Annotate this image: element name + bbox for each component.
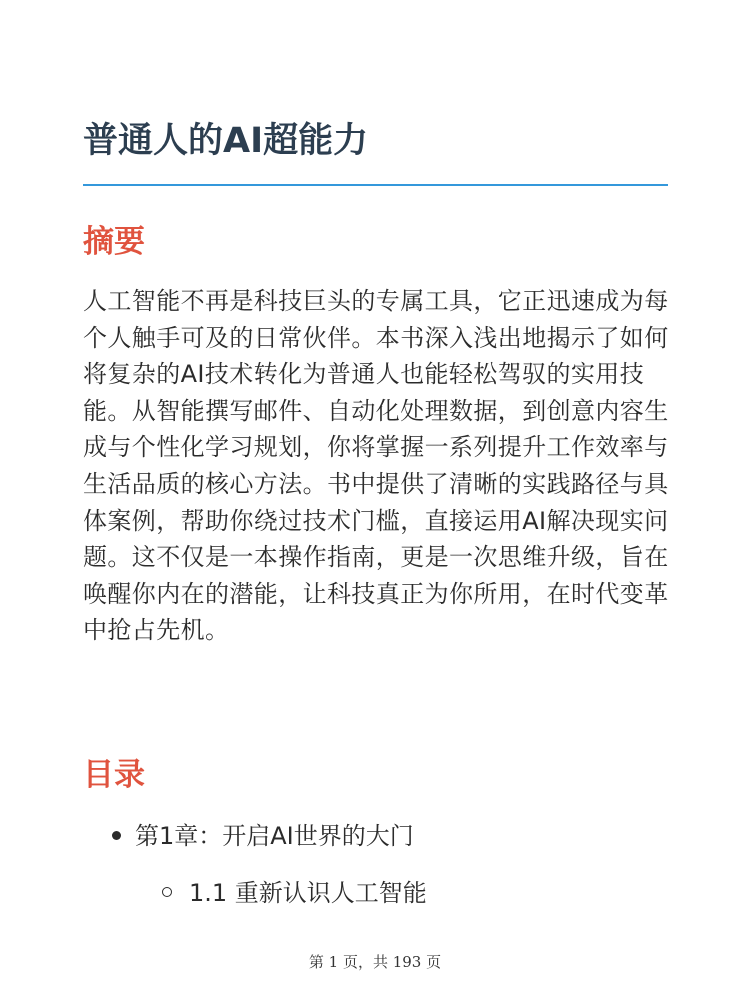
toc-item-label: 第1章：开启AI世界的大门 (135, 822, 414, 850)
toc-heading: 目录 (83, 757, 145, 793)
abstract-paragraph: 人工智能不再是科技巨头的专属工具，它正迅速成为每个人触手可及的日常伙伴。本书深入浅出地揭示了如何将复杂的AI技术转化为普通人也能轻松驾驭的实用技能。从智能撰写邮件、自动化处理数据，到创意内容生成与个性化学习规划，你将掌握一系列提升工作效率与生活品质的核心方法。书中提供了清晰的实践路径与具体案例，帮助你绕过技术门槛，直接运用AI解决现实问题。这不仅是一本操作指南，更是一次思维升级，旨在唤醒你内在的潜能，让科技真正为你所用，在时代变革中抢占先机。 (83, 287, 669, 645)
title-divider (83, 184, 668, 186)
abstract-heading: 摘要 (83, 224, 145, 260)
toc-item-chapter-1[interactable] (112, 820, 414, 852)
document-title: 普通人的AI超能力 (83, 121, 369, 161)
page-number-footer: 第 1 页，共 193 页 (308, 953, 442, 971)
bullet-disc-icon (112, 831, 121, 840)
toc-item-label: 1.1 重新认识人工智能 (189, 879, 427, 907)
toc-item-section-1-1[interactable] (162, 877, 427, 909)
bullet-circle-icon (162, 887, 172, 897)
